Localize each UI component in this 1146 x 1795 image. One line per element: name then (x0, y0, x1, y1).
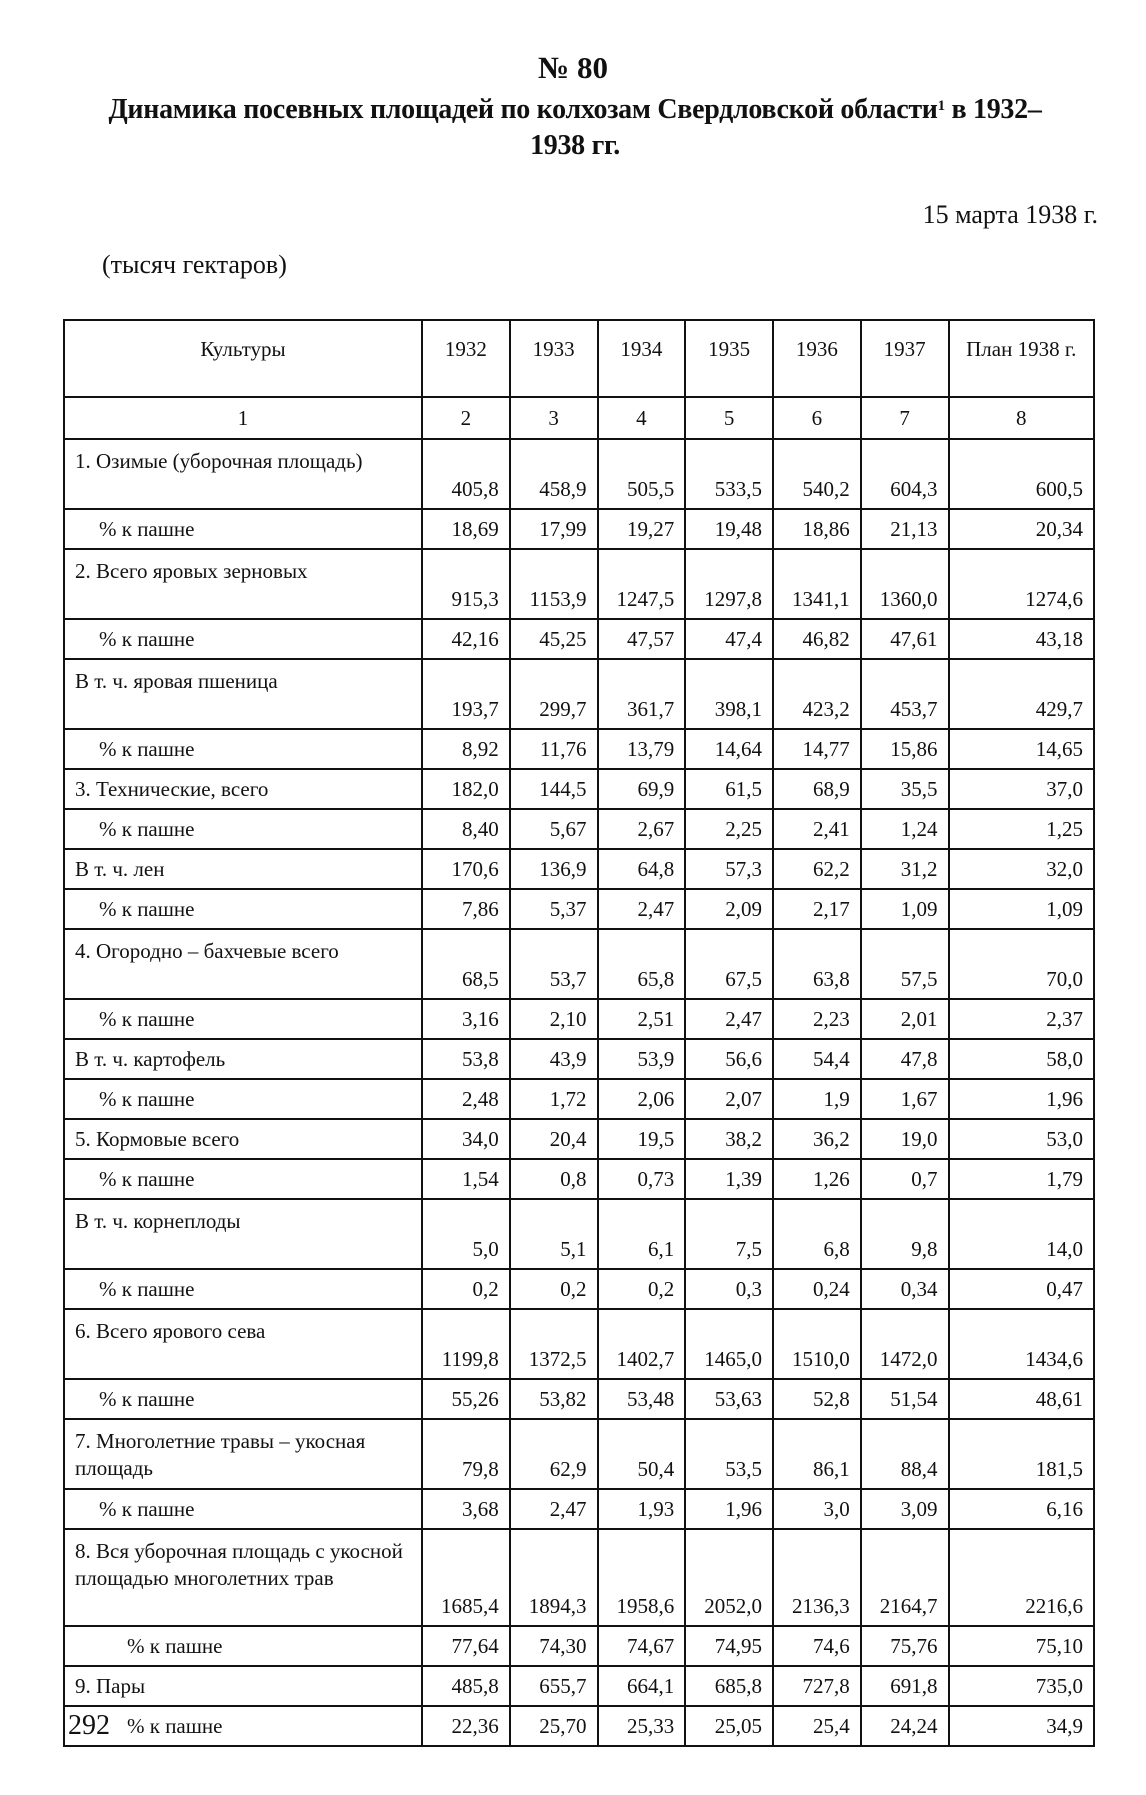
page-number: 292 (68, 1710, 110, 1741)
table-cell: 7,5 (685, 1199, 773, 1269)
table-cell: 361,7 (598, 659, 686, 729)
table-cell: 19,48 (685, 509, 773, 549)
table-cell: 505,5 (598, 439, 686, 509)
table-cell: 0,3 (685, 1269, 773, 1309)
table-cell: 42,16 (422, 619, 510, 659)
title-rest-1: в 1932– (944, 94, 1042, 125)
row-label: % к пашне (64, 809, 422, 849)
table-cell: 9,8 (861, 1199, 949, 1269)
table-cell: 53,82 (510, 1379, 598, 1419)
table-cell: 14,77 (773, 729, 861, 769)
column-number: 6 (773, 397, 861, 439)
table-cell: 74,30 (510, 1626, 598, 1666)
table-cell: 14,64 (685, 729, 773, 769)
table-cell: 1958,6 (598, 1529, 686, 1626)
table-cell: 53,7 (510, 929, 598, 999)
row-label: 7. Многолетние травы – укосная площадь (64, 1419, 422, 1489)
table-cell: 2,51 (598, 999, 686, 1039)
table-cell: 20,4 (510, 1119, 598, 1159)
table-cell: 1341,1 (773, 549, 861, 619)
table-cell: 69,9 (598, 769, 686, 809)
table-cell: 25,33 (598, 1706, 686, 1746)
table-cell: 53,48 (598, 1379, 686, 1419)
table-cell: 15,86 (861, 729, 949, 769)
table-cell: 3,09 (861, 1489, 949, 1529)
table-cell: 2,07 (685, 1079, 773, 1119)
table-cell: 17,99 (510, 509, 598, 549)
table-cell: 53,9 (598, 1039, 686, 1079)
row-label: 2. Всего яровых зерновых (64, 549, 422, 619)
table-cell: 53,5 (685, 1419, 773, 1489)
table-cell: 19,0 (861, 1119, 949, 1159)
table-cell: 53,63 (685, 1379, 773, 1419)
table-row (64, 1626, 1094, 1666)
table-cell: 533,5 (685, 439, 773, 509)
table-cell: 458,9 (510, 439, 598, 509)
table-cell: 398,1 (685, 659, 773, 729)
table-row (64, 1706, 1094, 1746)
table-cell: 48,61 (949, 1379, 1095, 1419)
table-cell: 21,13 (861, 509, 949, 549)
table-cell: 1,39 (685, 1159, 773, 1199)
table-cell: 0,73 (598, 1159, 686, 1199)
table-cell: 1,96 (949, 1079, 1095, 1119)
table-cell: 2,47 (685, 999, 773, 1039)
column-number: 8 (949, 397, 1095, 439)
table-cell: 45,25 (510, 619, 598, 659)
row-label: % к пашне (64, 1379, 422, 1419)
table-row (64, 1119, 1094, 1159)
column-number: 4 (598, 397, 686, 439)
table-cell: 0,24 (773, 1269, 861, 1309)
table-cell: 0,2 (422, 1269, 510, 1309)
table-cell: 31,2 (861, 849, 949, 889)
table-cell: 50,4 (598, 1419, 686, 1489)
table-row (64, 849, 1094, 889)
table-row (64, 659, 1094, 729)
table-cell: 1,93 (598, 1489, 686, 1529)
table-cell: 2052,0 (685, 1529, 773, 1626)
table-cell: 57,5 (861, 929, 949, 999)
table-cell: 74,67 (598, 1626, 686, 1666)
table-row (64, 1199, 1094, 1269)
table-cell: 1247,5 (598, 549, 686, 619)
title-rest-2: 1938 гг. (530, 130, 620, 161)
table-cell: 62,9 (510, 1419, 598, 1489)
table-cell: 3,68 (422, 1489, 510, 1529)
table-row (64, 999, 1094, 1039)
table-cell: 68,5 (422, 929, 510, 999)
table-cell: 1,54 (422, 1159, 510, 1199)
row-label: % к пашне (64, 999, 422, 1039)
row-label: % к пашне (64, 1159, 422, 1199)
table-cell: 0,8 (510, 1159, 598, 1199)
table-cell: 32,0 (949, 849, 1095, 889)
table-cell: 56,6 (685, 1039, 773, 1079)
row-label: % к пашне (64, 509, 422, 549)
table-cell: 1,09 (861, 889, 949, 929)
column-number: 1 (64, 397, 422, 439)
row-label: 4. Огородно – бахчевые всего (64, 929, 422, 999)
column-number: 5 (685, 397, 773, 439)
table-cell: 2136,3 (773, 1529, 861, 1626)
table-cell: 1,79 (949, 1159, 1095, 1199)
table-cell: 19,5 (598, 1119, 686, 1159)
header-row (64, 320, 1094, 397)
table-cell: 24,24 (861, 1706, 949, 1746)
table-cell: 1465,0 (685, 1309, 773, 1379)
table-cell: 53,0 (949, 1119, 1095, 1159)
table-cell: 5,67 (510, 809, 598, 849)
table-cell: 1,24 (861, 809, 949, 849)
table-cell: 604,3 (861, 439, 949, 509)
table-cell: 25,05 (685, 1706, 773, 1746)
table-cell: 182,0 (422, 769, 510, 809)
table-cell: 70,0 (949, 929, 1095, 999)
table-cell: 2,47 (598, 889, 686, 929)
table-cell: 3,16 (422, 999, 510, 1039)
table-cell: 0,34 (861, 1269, 949, 1309)
table-cell: 11,76 (510, 729, 598, 769)
row-label: 1. Озимые (уборочная площадь) (64, 439, 422, 509)
table-row (64, 1529, 1094, 1626)
table-cell: 423,2 (773, 659, 861, 729)
table-cell: 34,9 (949, 1706, 1095, 1746)
table-cell: 144,5 (510, 769, 598, 809)
table-cell: 1402,7 (598, 1309, 686, 1379)
table-cell: 2,10 (510, 999, 598, 1039)
table-cell: 0,47 (949, 1269, 1095, 1309)
table-cell: 86,1 (773, 1419, 861, 1489)
table-cell: 1,72 (510, 1079, 598, 1119)
row-label: 8. Вся уборочная площадь с укосной площадью многолетних трав (64, 1529, 422, 1626)
table-cell: 1372,5 (510, 1309, 598, 1379)
table-row (64, 549, 1094, 619)
table-cell: 2216,6 (949, 1529, 1095, 1626)
table-cell: 6,16 (949, 1489, 1095, 1529)
table-cell: 1,26 (773, 1159, 861, 1199)
table-cell: 1153,9 (510, 549, 598, 619)
table-row (64, 1039, 1094, 1079)
table-row (64, 809, 1094, 849)
table-cell: 53,8 (422, 1039, 510, 1079)
table-row (64, 619, 1094, 659)
table-cell: 655,7 (510, 1666, 598, 1706)
document-date: 15 марта 1938 г. (922, 200, 1098, 229)
table-cell: 2,67 (598, 809, 686, 849)
table-cell: 88,4 (861, 1419, 949, 1489)
header-crops: Культуры (64, 320, 422, 397)
table-cell: 1,25 (949, 809, 1095, 849)
table-cell: 74,95 (685, 1626, 773, 1666)
header-year: 1936 (773, 320, 861, 397)
table-cell: 61,5 (685, 769, 773, 809)
row-label: % к пашне (64, 1706, 422, 1746)
table-cell: 6,1 (598, 1199, 686, 1269)
table-cell: 36,2 (773, 1119, 861, 1159)
table-cell: 58,0 (949, 1039, 1095, 1079)
header-year: 1934 (598, 320, 686, 397)
table-row (64, 769, 1094, 809)
table-cell: 75,10 (949, 1626, 1095, 1666)
table-cell: 5,1 (510, 1199, 598, 1269)
row-label: % к пашне (64, 1269, 422, 1309)
document-title (40, 92, 1110, 164)
table-cell: 5,0 (422, 1199, 510, 1269)
column-number: 2 (422, 397, 510, 439)
table-row (64, 1079, 1094, 1119)
table-cell: 1274,6 (949, 549, 1095, 619)
column-number: 3 (510, 397, 598, 439)
table-cell: 43,18 (949, 619, 1095, 659)
table-cell: 75,76 (861, 1626, 949, 1666)
header-year: 1935 (685, 320, 773, 397)
table-row (64, 889, 1094, 929)
table-cell: 727,8 (773, 1666, 861, 1706)
row-label: В т. ч. яровая пшеница (64, 659, 422, 729)
table-cell: 0,2 (598, 1269, 686, 1309)
row-label: В т. ч. корнеплоды (64, 1199, 422, 1269)
row-label: % к пашне (64, 729, 422, 769)
title-main: Динамика посевных площадей по колхозам Свердловской области (108, 94, 938, 125)
table-cell: 405,8 (422, 439, 510, 509)
table-cell: 0,2 (510, 1269, 598, 1309)
row-label: % к пашне (64, 1626, 422, 1666)
table-cell: 1510,0 (773, 1309, 861, 1379)
units-note: (тысяч гектаров) (102, 250, 287, 279)
table-cell: 67,5 (685, 929, 773, 999)
table-cell: 8,40 (422, 809, 510, 849)
table-cell: 6,8 (773, 1199, 861, 1269)
table-cell: 685,8 (685, 1666, 773, 1706)
table-row (64, 1419, 1094, 1489)
table-cell: 1297,8 (685, 549, 773, 619)
table-row (64, 439, 1094, 509)
table-cell: 25,4 (773, 1706, 861, 1746)
table-cell: 5,37 (510, 889, 598, 929)
header-year: 1933 (510, 320, 598, 397)
table-cell: 18,86 (773, 509, 861, 549)
table-cell: 52,8 (773, 1379, 861, 1419)
table-cell: 2,41 (773, 809, 861, 849)
column-number: 7 (861, 397, 949, 439)
table-cell: 20,34 (949, 509, 1095, 549)
table-cell: 14,65 (949, 729, 1095, 769)
table-cell: 63,8 (773, 929, 861, 999)
table-cell: 2,23 (773, 999, 861, 1039)
table-cell: 47,57 (598, 619, 686, 659)
table-cell: 299,7 (510, 659, 598, 729)
table-cell: 77,64 (422, 1626, 510, 1666)
table-cell: 735,0 (949, 1666, 1095, 1706)
table-cell: 8,92 (422, 729, 510, 769)
column-number-row (64, 397, 1094, 439)
table-cell: 2,37 (949, 999, 1095, 1039)
table-cell: 1,09 (949, 889, 1095, 929)
row-label: % к пашне (64, 1489, 422, 1529)
table-cell: 2,01 (861, 999, 949, 1039)
table-cell: 68,9 (773, 769, 861, 809)
row-label: В т. ч. картофель (64, 1039, 422, 1079)
table-cell: 2164,7 (861, 1529, 949, 1626)
table-cell: 47,8 (861, 1039, 949, 1079)
table-cell: 22,36 (422, 1706, 510, 1746)
row-label: % к пашне (64, 1079, 422, 1119)
table-cell: 34,0 (422, 1119, 510, 1159)
table-cell: 540,2 (773, 439, 861, 509)
table-cell: 46,82 (773, 619, 861, 659)
table-cell: 2,25 (685, 809, 773, 849)
table-cell: 74,6 (773, 1626, 861, 1666)
table-cell: 1894,3 (510, 1529, 598, 1626)
row-label: 9. Пары (64, 1666, 422, 1706)
table-cell: 485,8 (422, 1666, 510, 1706)
table-cell: 54,4 (773, 1039, 861, 1079)
table-cell: 600,5 (949, 439, 1095, 509)
table-cell: 64,8 (598, 849, 686, 889)
table-cell: 1360,0 (861, 549, 949, 619)
table-row (64, 509, 1094, 549)
table-row (64, 1379, 1094, 1419)
table-cell: 453,7 (861, 659, 949, 729)
table-cell: 43,9 (510, 1039, 598, 1079)
table-cell: 7,86 (422, 889, 510, 929)
table-cell: 37,0 (949, 769, 1095, 809)
row-label: 6. Всего ярового сева (64, 1309, 422, 1379)
table-cell: 136,9 (510, 849, 598, 889)
table-cell: 2,09 (685, 889, 773, 929)
table-cell: 62,2 (773, 849, 861, 889)
table-cell: 1685,4 (422, 1529, 510, 1626)
table-row (64, 1489, 1094, 1529)
sown-area-table (63, 319, 1095, 1747)
table-cell: 1,67 (861, 1079, 949, 1119)
row-label: % к пашне (64, 619, 422, 659)
row-label: В т. ч. лен (64, 849, 422, 889)
table-cell: 79,8 (422, 1419, 510, 1489)
table-cell: 915,3 (422, 549, 510, 619)
table-cell: 47,61 (861, 619, 949, 659)
table-cell: 51,54 (861, 1379, 949, 1419)
row-label: 3. Технические, всего (64, 769, 422, 809)
table-cell: 1,9 (773, 1079, 861, 1119)
table-cell: 170,6 (422, 849, 510, 889)
table-cell: 35,5 (861, 769, 949, 809)
header-year: План 1938 г. (949, 320, 1095, 397)
table-cell: 14,0 (949, 1199, 1095, 1269)
table-cell: 2,47 (510, 1489, 598, 1529)
table-cell: 38,2 (685, 1119, 773, 1159)
header-year: 1932 (422, 320, 510, 397)
table-cell: 1472,0 (861, 1309, 949, 1379)
table-cell: 181,5 (949, 1419, 1095, 1489)
table-cell: 0,7 (861, 1159, 949, 1199)
table-cell: 65,8 (598, 929, 686, 999)
header-year: 1937 (861, 320, 949, 397)
table-cell: 1199,8 (422, 1309, 510, 1379)
table-cell: 25,70 (510, 1706, 598, 1746)
footnote-mark: 1 (937, 98, 945, 114)
table-cell: 2,06 (598, 1079, 686, 1119)
table-cell: 1,96 (685, 1489, 773, 1529)
table-cell: 1434,6 (949, 1309, 1095, 1379)
table-row (64, 1159, 1094, 1199)
table-cell: 19,27 (598, 509, 686, 549)
table-cell: 429,7 (949, 659, 1095, 729)
table-cell: 55,26 (422, 1379, 510, 1419)
table-row (64, 729, 1094, 769)
table-row (64, 929, 1094, 999)
table-cell: 57,3 (685, 849, 773, 889)
table-cell: 3,0 (773, 1489, 861, 1529)
table-cell: 2,17 (773, 889, 861, 929)
table-row (64, 1666, 1094, 1706)
table-cell: 13,79 (598, 729, 686, 769)
table-cell: 193,7 (422, 659, 510, 729)
document-number: № 80 (538, 50, 608, 85)
table-cell: 18,69 (422, 509, 510, 549)
row-label: 5. Кормовые всего (64, 1119, 422, 1159)
table-cell: 664,1 (598, 1666, 686, 1706)
table-row (64, 1309, 1094, 1379)
table-row (64, 1269, 1094, 1309)
row-label: % к пашне (64, 889, 422, 929)
table-cell: 2,48 (422, 1079, 510, 1119)
table-cell: 691,8 (861, 1666, 949, 1706)
table-cell: 47,4 (685, 619, 773, 659)
